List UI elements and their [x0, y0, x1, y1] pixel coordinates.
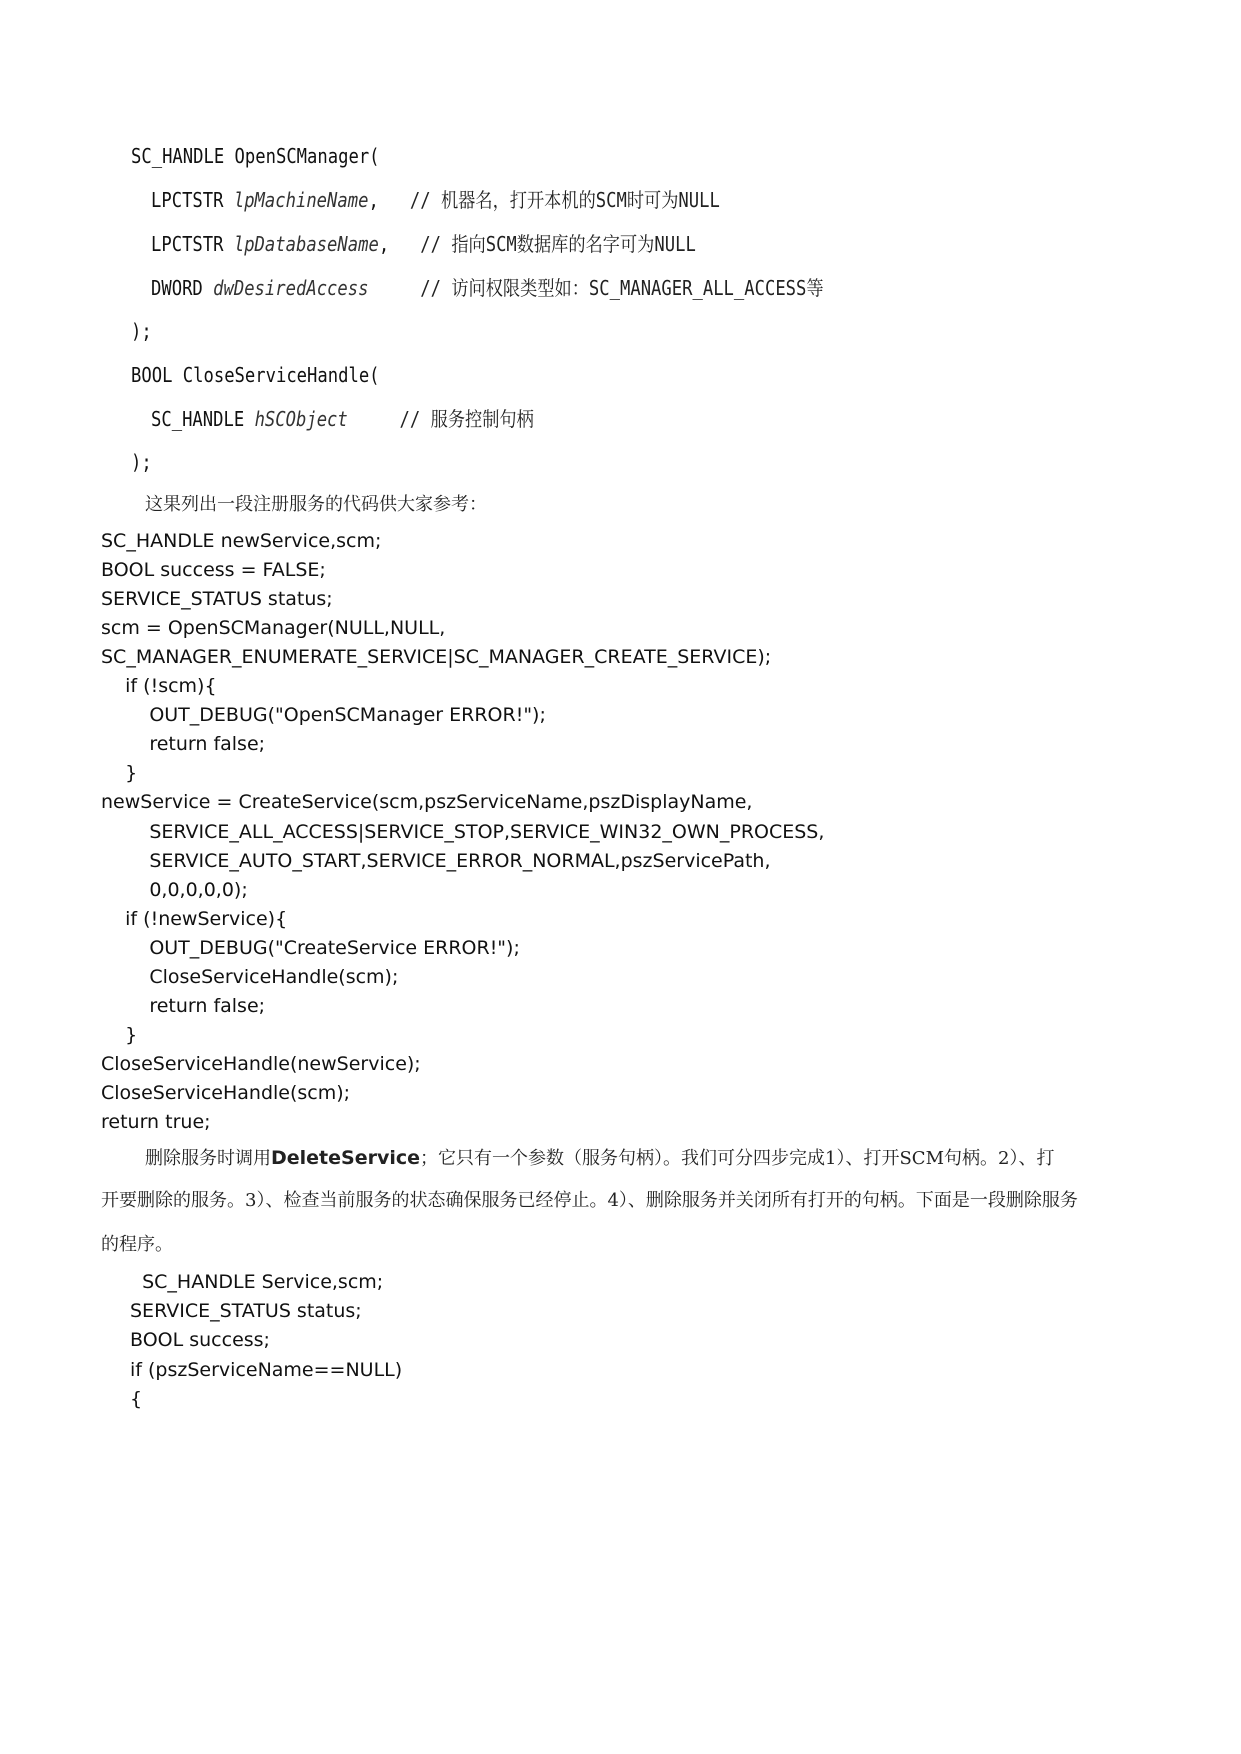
param-separator: , [378, 232, 421, 256]
code-line: CloseServiceHandle(newService); [101, 1052, 421, 1075]
param-database-name [151, 234, 696, 254]
code-line: } [101, 762, 138, 785]
code-line: CloseServiceHandle(scm); [101, 965, 399, 988]
code-line: CloseServiceHandle(scm); [101, 1081, 351, 1104]
code-line: { [130, 1387, 143, 1410]
code-line: } [101, 1023, 138, 1046]
code-line: SERVICE_STATUS status; [130, 1300, 362, 1323]
code-line: return false; [101, 994, 266, 1017]
code-line: SC_HANDLE Service,scm; [130, 1271, 384, 1293]
openscmanager-close: ); [131, 319, 152, 343]
code-line: SC_HANDLE newService,scm; [101, 530, 382, 552]
param-separator [368, 276, 420, 300]
delete-paragraph-prefix: 删除服务时调用 [145, 1148, 271, 1169]
param-type: LPCTSTR [151, 232, 234, 256]
code-line: return true; [101, 1111, 211, 1133]
code-line: SERVICE_ALL_ACCESS|SERVICE_STOP,SERVICE_WIN32_OWN_PROCESS, [101, 820, 825, 843]
code-line: SERVICE_STATUS status; [101, 588, 333, 611]
param-name: lpDatabaseName [233, 232, 379, 256]
code-line: SC_MANAGER_ENUMERATE_SERVICE|SC_MANAGER_CREATE_SERVICE); [101, 646, 772, 669]
param-type: SC_HANDLE [151, 407, 255, 431]
delete-service-keyword: DeleteService [271, 1147, 421, 1169]
param-comment: // 机器名，打开本机的SCM时可为NULL [409, 188, 720, 212]
delete-paragraph-line-1 [145, 1149, 1054, 1168]
openscmanager-declaration: SC_HANDLE OpenSCManager( [131, 144, 380, 168]
code-line: scm = OpenSCManager(NULL,NULL, [101, 617, 446, 640]
param-name: hSCObject [254, 407, 348, 431]
intro-text: 这果列出一段注册服务的代码供大家参考： [145, 494, 487, 515]
code-line: OUT_DEBUG("CreateService ERROR!"); [101, 936, 520, 959]
code-line: if (!newService){ [101, 907, 288, 930]
param-type: LPCTSTR [151, 188, 234, 212]
code-line: BOOL success; [130, 1329, 270, 1352]
closeservicehandle-close: ); [131, 450, 152, 474]
code-line: 0,0,0,0,0); [101, 878, 248, 901]
code-line: if (pszServiceName==NULL) [130, 1358, 403, 1381]
param-type: DWORD [151, 276, 214, 300]
code-line: OUT_DEBUG("OpenSCManager ERROR!"); [101, 704, 546, 727]
code-line: if (!scm){ [101, 675, 217, 698]
code-line: newService = CreateService(scm,pszServiceName,pszDisplayName, [101, 791, 753, 814]
param-comment: // 访问权限类型如：SC_MANAGER_ALL_ACCESS等 [420, 276, 824, 300]
param-name: lpMachineName [233, 188, 369, 212]
code-line: return false; [101, 733, 266, 756]
delete-paragraph-line-3: 的程序。 [101, 1234, 173, 1255]
param-machine-name [151, 190, 720, 210]
param-separator: , [368, 188, 410, 212]
code-line: BOOL success = FALSE; [101, 559, 326, 582]
code-line: SERVICE_AUTO_START,SERVICE_ERROR_NORMAL,pszServicePath, [101, 849, 771, 872]
param-name: dwDesiredAccess [213, 276, 369, 300]
param-comment: // 服务控制句柄 [399, 407, 534, 431]
closeservicehandle-declaration: BOOL CloseServiceHandle( [131, 363, 380, 387]
param-comment: // 指向SCM数据库的名字可为NULL [420, 232, 696, 256]
delete-paragraph-suffix: ；它只有一个参数（服务句柄）。我们可分四步完成1）、打开SCM句柄。2）、打 [420, 1148, 1055, 1169]
param-sc-object [151, 409, 534, 429]
param-separator [348, 407, 400, 431]
delete-paragraph-line-2: 开要删除的服务。3）、检查当前服务的状态确保服务已经停止。4）、删除服务并关闭所有打开的句柄。下面是一段删除服务 [101, 1190, 1078, 1211]
param-desired-access [151, 278, 824, 298]
